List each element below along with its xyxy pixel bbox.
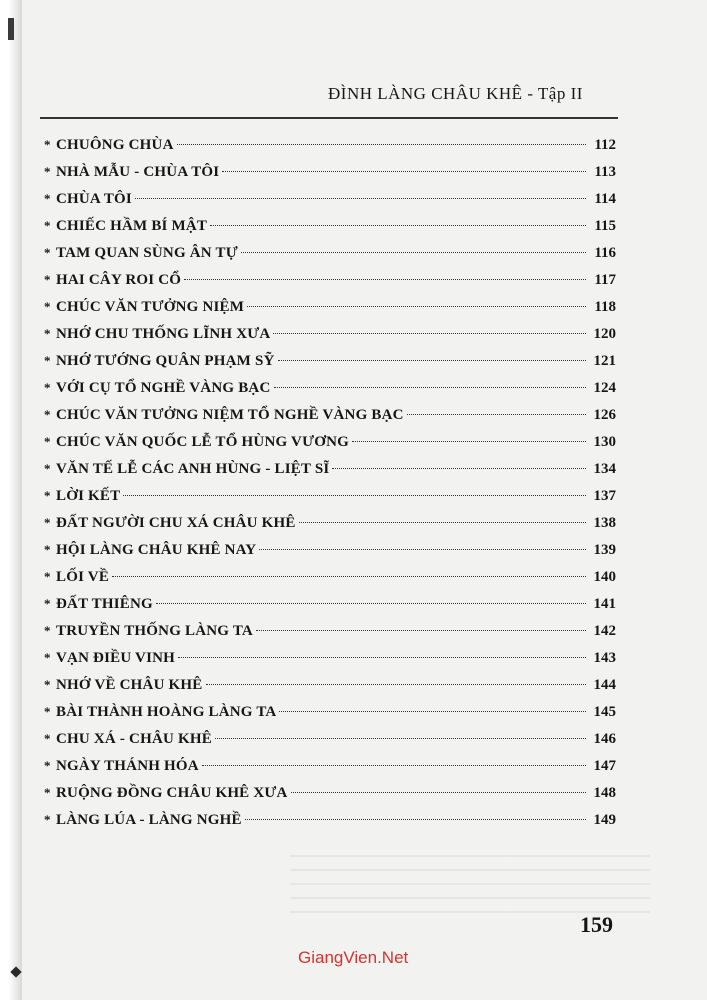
toc-leader-dots [273,333,586,334]
toc-entry-title: RUỘNG ĐỒNG CHÂU KHÊ XƯA [56,785,288,801]
toc-entry-title: BÀI THÀNH HOÀNG LÀNG TA [56,704,277,720]
toc-leader-dots [245,819,586,820]
toc-entry-page: 146 [593,731,616,747]
toc-entry [44,347,616,374]
toc-bullet: * [44,542,51,557]
toc-entry-page: 121 [593,353,616,369]
toc-entry [44,428,616,455]
toc-entry [44,320,616,347]
toc-entry [44,563,616,590]
toc-bullet: * [44,623,51,638]
toc-leader-dots [274,387,587,388]
toc-entry [44,752,616,779]
toc-entry-title: HAI CÂY ROI CỔ [56,272,182,288]
toc-entry-page: 120 [593,326,616,342]
toc-bullet: * [44,218,51,233]
toc-leader-dots [299,522,586,523]
toc-entry [44,293,616,320]
toc-entry-title: CHÙA TÔI [56,191,132,207]
toc-entry-title: ĐẤT NGƯỜI CHU XÁ CHÂU KHÊ [56,515,296,531]
toc-bullet: * [44,812,51,827]
toc-entry-page: 138 [593,515,616,531]
toc-entry-page: 116 [594,245,616,261]
toc-entry-page: 141 [593,596,616,612]
toc-entry-page: 143 [593,650,616,666]
toc-leader-dots [278,360,586,361]
toc-entry-page: 142 [593,623,616,639]
toc-leader-dots [291,792,586,793]
toc-leader-dots [256,630,586,631]
toc-bullet: * [44,569,51,584]
toc-leader-dots [247,306,586,307]
toc-entry-page: 144 [593,677,616,693]
toc-bullet: * [44,353,51,368]
toc-entry-title: LÀNG LÚA - LÀNG NGHỀ [56,812,242,828]
toc-leader-dots [241,252,586,253]
toc-entry-title: CHIẾC HẦM BÍ MẬT [56,218,208,234]
toc-entry [44,725,616,752]
toc-bullet: * [44,299,51,314]
toc-entry-page: 137 [593,488,616,504]
toc-entry-title: NHỚ CHU THỐNG LĨNH XƯA [56,326,271,342]
toc-bullet: * [44,272,51,287]
toc-entry-title: VẠN ĐIỀU VINH [56,650,176,666]
toc-leader-dots [352,441,586,442]
toc-entry-page: 149 [593,812,616,828]
toc-entry-page: 117 [594,272,616,288]
toc-entry-page: 145 [593,704,616,720]
running-header: ĐÌNH LÀNG CHÂU KHÊ - Tập II [328,84,583,103]
toc-entry [44,590,616,617]
toc-entry-title: NGÀY THÁNH HÓA [56,758,199,774]
toc-entry-title: LỐI VỀ [56,569,110,585]
toc-bullet: * [44,677,51,692]
toc-bullet: * [44,434,51,449]
toc-entry-title: CHÚC VĂN TƯỞNG NIỆM TỔ NGHỀ VÀNG BẠC [56,407,404,423]
toc-entry-title: LỜI KẾT [56,488,121,504]
toc-leader-dots [202,765,586,766]
toc-bullet: * [44,326,51,341]
toc-leader-dots [135,198,586,199]
toc-entry-title: TRUYỀN THỐNG LÀNG TA [56,623,253,639]
toc-bullet: * [44,650,51,665]
toc-entry-title: CHU XÁ - CHÂU KHÊ [56,731,212,747]
scan-edge-mark [8,18,14,40]
toc-leader-dots [215,738,586,739]
toc-entry-page: 113 [594,164,616,180]
toc-leader-dots [156,603,586,604]
toc-entry [44,374,616,401]
toc-entry-page: 147 [593,758,616,774]
toc-leader-dots [332,468,586,469]
toc-entry-title: NHỚ VỀ CHÂU KHÊ [56,677,203,693]
toc-entry [44,131,616,158]
toc-bullet: * [44,515,51,530]
toc-bullet: * [44,164,51,179]
toc-leader-dots [112,576,586,577]
toc-entry-page: 112 [594,137,616,153]
toc-entry [44,158,616,185]
toc-leader-dots [123,495,586,496]
toc-leader-dots [210,225,586,226]
toc-entry-title: NHỚ TƯỚNG QUÂN PHẠM SỸ [56,353,275,369]
toc-bullet: * [44,758,51,773]
toc-leader-dots [178,657,586,658]
toc-entry [44,482,616,509]
toc-entry-page: 114 [594,191,616,207]
toc-entry-page: 134 [593,461,616,477]
toc-entry-page: 124 [593,380,616,396]
toc-bullet: * [44,785,51,800]
toc-entry [44,779,616,806]
table-of-contents [44,131,616,833]
toc-entry [44,698,616,725]
toc-entry-title: CHÚC VĂN TƯỞNG NIỆM [56,299,245,315]
toc-entry-page: 148 [593,785,616,801]
toc-entry [44,671,616,698]
toc-entry-page: 126 [593,407,616,423]
toc-bullet: * [44,488,51,503]
toc-bullet: * [44,704,51,719]
toc-bullet: * [44,407,51,422]
toc-entry-title: VĂN TẾ LỄ CÁC ANH HÙNG - LIỆT SĨ [56,461,330,477]
toc-entry-page: 130 [593,434,616,450]
toc-leader-dots [177,144,586,145]
toc-entry-title: CHUÔNG CHÙA [56,137,174,153]
toc-entry [44,536,616,563]
page-number: 159 [580,912,613,937]
toc-entry-page: 140 [593,569,616,585]
toc-entry-page: 139 [593,542,616,558]
toc-entry-title: TAM QUAN SÙNG ÂN TỰ [56,245,238,261]
toc-bullet: * [44,731,51,746]
toc-bullet: * [44,596,51,611]
toc-bullet: * [44,380,51,395]
toc-leader-dots [206,684,587,685]
toc-bullet: * [44,245,51,260]
toc-entry [44,644,616,671]
toc-entry [44,185,616,212]
toc-bullet: * [44,191,51,206]
toc-leader-dots [222,171,586,172]
header-rule [40,117,618,119]
toc-leader-dots [259,549,586,550]
toc-entry [44,212,616,239]
toc-leader-dots [184,279,586,280]
toc-entry [44,266,616,293]
toc-entry-title: ĐẤT THIÊNG [56,596,153,612]
toc-entry [44,239,616,266]
toc-entry-page: 118 [594,299,616,315]
toc-entry-title: NHÀ MẪU - CHÙA TÔI [56,164,220,180]
toc-bullet: * [44,137,51,152]
toc-entry [44,401,616,428]
toc-entry-title: CHÚC VĂN QUỐC LỄ TỔ HÙNG VƯƠNG [56,434,349,450]
toc-leader-dots [407,414,586,415]
toc-leader-dots [279,711,586,712]
toc-entry [44,806,616,833]
toc-bullet: * [44,461,51,476]
toc-entry [44,617,616,644]
toc-entry-page: 115 [594,218,616,234]
watermark: GiangVien.Net [298,948,409,967]
page-gutter [0,0,22,1000]
toc-entry-title: VỚI CỤ TỔ NGHỀ VÀNG BẠC [56,380,271,396]
toc-entry-title: HỘI LÀNG CHÂU KHÊ NAY [56,542,257,558]
toc-entry [44,509,616,536]
toc-entry [44,455,616,482]
